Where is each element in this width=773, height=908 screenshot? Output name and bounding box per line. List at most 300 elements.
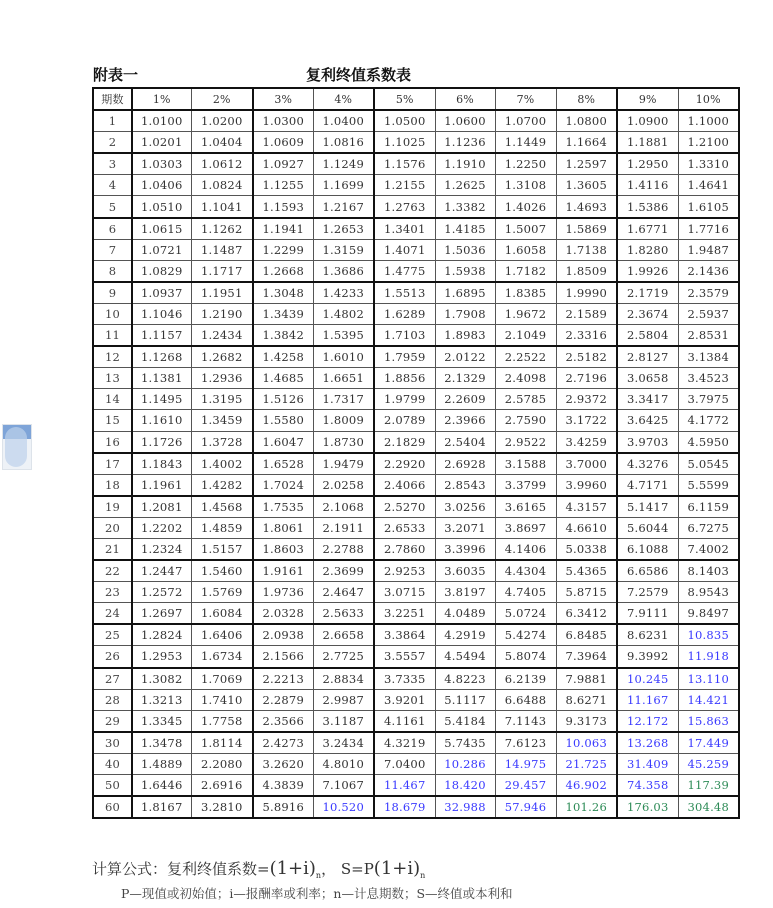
factor-cell: 1.5769 [191,582,253,603]
factor-cell: 2.6533 [374,517,435,538]
factor-cell: 1.1025 [374,132,435,154]
factor-cell: 2.5633 [313,603,374,625]
factor-cell: 1.9799 [374,389,435,410]
factor-cell: 1.0900 [617,110,678,132]
factor-cell: 5.1117 [435,689,495,710]
factor-cell: 304.48 [678,796,739,818]
factor-cell: 1.7182 [495,260,556,282]
factor-cell: 1.6105 [678,196,739,218]
factor-cell: 4.5494 [435,646,495,668]
factor-cell: 1.1717 [191,260,253,282]
period-cell: 11 [93,325,132,347]
factor-cell: 8.9543 [678,582,739,603]
table-row [93,538,739,560]
factor-cell: 1.0303 [132,153,191,175]
factor-cell: 1.5580 [253,410,313,431]
factor-cell: 8.1403 [678,560,739,582]
factor-cell: 2.6928 [435,453,495,475]
factor-cell: 1.0612 [191,153,253,175]
factor-cell: 1.6084 [191,603,253,625]
factor-cell: 4.3219 [374,732,435,754]
factor-cell: 1.0721 [132,239,191,260]
factor-cell: 1.0824 [191,175,253,196]
factor-cell: 1.2597 [556,153,617,175]
factor-cell: 4.5950 [678,431,739,453]
factor-cell: 2.1436 [678,260,739,282]
factor-cell: 1.3401 [374,218,435,240]
factor-cell: 1.2668 [253,260,313,282]
factor-cell: 2.2522 [495,346,556,368]
factor-cell: 6.7275 [678,517,739,538]
factor-cell: 1.6058 [495,239,556,260]
factor-cell: 2.5270 [374,496,435,518]
factor-cell: 5.5599 [678,474,739,496]
factor-cell: 4.1406 [495,538,556,560]
factor-cell: 1.8009 [313,410,374,431]
factor-cell: 1.0404 [191,132,253,154]
factor-cell: 1.6734 [191,646,253,668]
factor-cell: 1.7535 [253,496,313,518]
table-row [93,689,739,710]
factor-cell: 1.4071 [374,239,435,260]
factor-cell: 2.7590 [495,410,556,431]
factor-cell: 3.9201 [374,689,435,710]
period-cell: 4 [93,175,132,196]
factor-cell: 1.2653 [313,218,374,240]
factor-cell: 2.2920 [374,453,435,475]
factor-cell: 1.8856 [374,368,435,389]
factor-cell: 4.0489 [435,603,495,625]
factor-cell: 2.6658 [313,624,374,646]
factor-cell: 1.0100 [132,110,191,132]
factor-cell: 1.3345 [132,710,191,732]
factor-cell: 2.9253 [374,560,435,582]
factor-cell: 5.4365 [556,560,617,582]
factor-cell: 117.39 [678,775,739,797]
factor-cell: 2.3579 [678,282,739,304]
formula-expression-2: (1+i) [373,858,421,879]
factor-cell: 1.2625 [435,175,495,196]
column-header-rate: 8% [556,88,617,110]
factor-cell: 1.0200 [191,110,253,132]
period-cell: 10 [93,303,132,324]
table-row [93,496,739,518]
factor-cell: 2.2788 [313,538,374,560]
column-header-rate: 3% [253,88,313,110]
factor-cell: 1.7758 [191,710,253,732]
factor-cell: 1.5126 [253,389,313,410]
factor-cell: 1.3048 [253,282,313,304]
factor-cell: 2.8127 [617,346,678,368]
factor-cell: 1.2190 [191,303,253,324]
table-row [93,110,739,132]
factor-cell: 11.918 [678,646,739,668]
factor-cell: 2.2213 [253,668,313,690]
factor-cell: 4.1161 [374,710,435,732]
period-cell: 15 [93,410,132,431]
factor-cell: 1.3108 [495,175,556,196]
factor-cell: 4.8223 [435,668,495,690]
factor-cell: 6.1159 [678,496,739,518]
formula-expression-1: (1+i) [269,858,316,879]
factor-cell: 1.9926 [617,260,678,282]
factor-cell: 1.8114 [191,732,253,754]
table-row [93,624,739,646]
factor-cell: 3.9960 [556,474,617,496]
factor-cell: 1.2682 [191,346,253,368]
factor-cell: 5.8916 [253,796,313,818]
factor-cell: 5.8074 [495,646,556,668]
factor-cell: 1.2100 [678,132,739,154]
factor-cell: 1.8167 [132,796,191,818]
period-cell: 25 [93,624,132,646]
factor-cell: 1.1961 [132,474,191,496]
period-cell: 7 [93,239,132,260]
factor-cell: 3.4523 [678,368,739,389]
factor-cell: 3.0256 [435,496,495,518]
table-row [93,132,739,154]
factor-cell: 14.421 [678,689,739,710]
factor-cell: 1.1699 [313,175,374,196]
period-cell: 22 [93,560,132,582]
period-cell: 40 [93,753,132,774]
factor-cell: 1.8061 [253,517,313,538]
factor-cell: 3.1722 [556,410,617,431]
factor-cell: 1.1593 [253,196,313,218]
factor-cell: 8.6271 [556,689,617,710]
factor-cell: 1.0816 [313,132,374,154]
factor-cell: 1.3310 [678,153,739,175]
symbol-legend: P—现值或初始值；i—报酬率或利率；n—计息期数；S—终值或本利和 [121,886,513,901]
table-row [93,282,739,304]
table-row [93,582,739,603]
factor-cell: 1.2250 [495,153,556,175]
factor-cell: 10.835 [678,624,739,646]
factor-cell: 9.3173 [556,710,617,732]
factor-cell: 18.679 [374,796,435,818]
factor-cell: 1.2155 [374,175,435,196]
factor-cell: 2.4647 [313,582,374,603]
factor-cell: 2.9372 [556,389,617,410]
factor-cell: 1.4002 [191,453,253,475]
factor-cell: 10.245 [617,668,678,690]
table-row [93,175,739,196]
factor-cell: 1.8385 [495,282,556,304]
table-row [93,196,739,218]
factor-cell: 2.1049 [495,325,556,347]
factor-cell: 1.5513 [374,282,435,304]
factor-cell: 1.2324 [132,538,191,560]
factor-cell: 1.2697 [132,603,191,625]
factor-cell: 1.0500 [374,110,435,132]
factor-cell: 4.1772 [678,410,739,431]
formula-line [92,858,425,880]
period-cell: 28 [93,689,132,710]
factor-cell: 1.7317 [313,389,374,410]
table-row [93,368,739,389]
factor-cell: 6.3412 [556,603,617,625]
factor-cell: 1.7410 [191,689,253,710]
factor-cell: 1.3842 [253,325,313,347]
factor-cell: 1.1046 [132,303,191,324]
factor-cell: 1.3159 [313,239,374,260]
factor-cell: 4.2919 [435,624,495,646]
factor-cell: 1.3478 [132,732,191,754]
period-cell: 8 [93,260,132,282]
period-cell: 9 [93,282,132,304]
formula-prefix: 计算公式：复利终值系数= [92,860,270,878]
factor-cell: 1.6651 [313,368,374,389]
period-cell: 5 [93,196,132,218]
factor-cell: 2.2609 [435,389,495,410]
floating-side-widget[interactable] [2,424,32,470]
factor-cell: 2.5937 [678,303,739,324]
column-header-rate: 10% [678,88,739,110]
factor-cell: 1.4859 [191,517,253,538]
period-cell: 13 [93,368,132,389]
period-cell: 29 [93,710,132,732]
factor-cell: 3.6165 [495,496,556,518]
factor-cell: 2.2080 [191,753,253,774]
factor-cell: 9.3992 [617,646,678,668]
period-cell: 27 [93,668,132,690]
period-cell: 18 [93,474,132,496]
table-row [93,796,739,818]
factor-cell: 11.167 [617,689,678,710]
factor-cell: 1.9161 [253,560,313,582]
factor-cell: 3.4259 [556,431,617,453]
factor-cell: 4.7405 [495,582,556,603]
factor-cell: 4.7171 [617,474,678,496]
factor-cell: 1.2936 [191,368,253,389]
period-cell: 30 [93,732,132,754]
table-row [93,431,739,453]
table-row [93,325,739,347]
factor-cell: 3.2810 [191,796,253,818]
factor-cell: 1.3195 [191,389,253,410]
factor-cell: 3.7000 [556,453,617,475]
period-cell: 17 [93,453,132,475]
factor-cell: 2.4273 [253,732,313,754]
factor-cell: 1.6446 [132,775,191,797]
factor-cell: 1.0800 [556,110,617,132]
factor-cell: 3.8697 [495,517,556,538]
factor-cell: 7.6123 [495,732,556,754]
table-row [93,710,739,732]
factor-cell: 1.3082 [132,668,191,690]
factor-cell: 3.2071 [435,517,495,538]
factor-cell: 8.6231 [617,624,678,646]
factor-cell: 2.5404 [435,431,495,453]
factor-cell: 1.0609 [253,132,313,154]
table-row [93,732,739,754]
column-header-rate: 2% [191,88,253,110]
factor-cell: 2.0258 [313,474,374,496]
period-cell: 1 [93,110,132,132]
formula-exponent-2: n [420,871,426,880]
factor-cell: 1.9990 [556,282,617,304]
table-row [93,753,739,774]
factor-cell: 2.1068 [313,496,374,518]
factor-cell: 2.1566 [253,646,313,668]
factor-cell: 1.8603 [253,538,313,560]
factor-cell: 1.1249 [313,153,374,175]
table-row [93,239,739,260]
table-row [93,153,739,175]
column-header-rate: 7% [495,88,556,110]
factor-cell: 1.5460 [191,560,253,582]
factor-cell: 3.3799 [495,474,556,496]
factor-cell: 3.0715 [374,582,435,603]
factor-cell: 2.8834 [313,668,374,690]
column-header-rate: 1% [132,88,191,110]
factor-cell: 7.1067 [313,775,374,797]
factor-cell: 6.6586 [617,560,678,582]
factor-cell: 2.4066 [374,474,435,496]
factor-cell: 3.0658 [617,368,678,389]
factor-cell: 2.2879 [253,689,313,710]
period-cell: 3 [93,153,132,175]
factor-cell: 1.1881 [617,132,678,154]
factor-cell: 1.4693 [556,196,617,218]
factor-cell: 1.1236 [435,132,495,154]
factor-cell: 1.9672 [495,303,556,324]
factor-cell: 1.2572 [132,582,191,603]
factor-cell: 1.3382 [435,196,495,218]
table-row [93,603,739,625]
table-row [93,389,739,410]
factor-cell: 2.8543 [435,474,495,496]
factor-cell: 1.0600 [435,110,495,132]
factor-cell: 1.4026 [495,196,556,218]
factor-cell: 1.4802 [313,303,374,324]
period-cell: 12 [93,346,132,368]
period-cell: 23 [93,582,132,603]
factor-cell: 1.1843 [132,453,191,475]
factor-cell: 2.0789 [374,410,435,431]
factor-cell: 1.2447 [132,560,191,582]
factor-cell: 1.5395 [313,325,374,347]
factor-cell: 31.409 [617,753,678,774]
table-header-row [93,88,739,110]
factor-cell: 46.902 [556,775,617,797]
column-header-rate: 5% [374,88,435,110]
factor-cell: 1.0927 [253,153,313,175]
table-row [93,560,739,582]
factor-cell: 1.7024 [253,474,313,496]
factor-cell: 1.6895 [435,282,495,304]
factor-cell: 2.6916 [191,775,253,797]
factor-cell: 1.4233 [313,282,374,304]
factor-cell: 1.0201 [132,132,191,154]
column-header-rate: 4% [313,88,374,110]
factor-cell: 1.1268 [132,346,191,368]
factor-cell: 2.0328 [253,603,313,625]
factor-cell: 21.725 [556,753,617,774]
factor-cell: 1.3213 [132,689,191,710]
factor-cell: 1.2202 [132,517,191,538]
factor-cell: 2.0938 [253,624,313,646]
factor-cell: 1.3439 [253,303,313,324]
factor-cell: 7.0400 [374,753,435,774]
factor-cell: 1.1910 [435,153,495,175]
factor-cell: 1.8509 [556,260,617,282]
factor-cell: 1.2434 [191,325,253,347]
factor-cell: 2.5182 [556,346,617,368]
factor-cell: 1.8280 [617,239,678,260]
table-row [93,453,739,475]
factor-cell: 3.2620 [253,753,313,774]
factor-cell: 1.4282 [191,474,253,496]
factor-cell: 5.0724 [495,603,556,625]
factor-cell: 1.0700 [495,110,556,132]
factor-cell: 1.2824 [132,624,191,646]
factor-cell: 3.3417 [617,389,678,410]
factor-cell: 3.7975 [678,389,739,410]
factor-cell: 1.0406 [132,175,191,196]
factor-cell: 4.6610 [556,517,617,538]
factor-cell: 1.8983 [435,325,495,347]
table-row [93,218,739,240]
factor-cell: 1.7908 [435,303,495,324]
period-cell: 6 [93,218,132,240]
factor-cell: 1.4568 [191,496,253,518]
factor-cell: 1.6771 [617,218,678,240]
factor-cell: 1.0510 [132,196,191,218]
formula-separator: ， S=P [321,860,374,878]
factor-cell: 2.5785 [495,389,556,410]
column-header-rate: 9% [617,88,678,110]
factor-cell: 1.0937 [132,282,191,304]
factor-cell: 2.3966 [435,410,495,431]
factor-cell: 1.7138 [556,239,617,260]
factor-cell: 1.7716 [678,218,739,240]
factor-cell: 45.259 [678,753,739,774]
factor-cell: 1.0829 [132,260,191,282]
factor-cell: 1.3728 [191,431,253,453]
factor-cell: 6.2139 [495,668,556,690]
factor-cell: 1.1726 [132,431,191,453]
factor-cell: 7.1143 [495,710,556,732]
factor-cell: 1.1495 [132,389,191,410]
factor-cell: 1.4685 [253,368,313,389]
factor-cell: 2.3674 [617,303,678,324]
factor-cell: 1.1951 [191,282,253,304]
factor-cell: 2.5804 [617,325,678,347]
factor-cell: 1.1381 [132,368,191,389]
factor-cell: 7.9111 [617,603,678,625]
column-header-rate: 6% [435,88,495,110]
factor-cell: 1.7959 [374,346,435,368]
factor-cell: 4.8010 [313,753,374,774]
factor-cell: 1.1041 [191,196,253,218]
factor-cell: 2.9522 [495,431,556,453]
table-row [93,474,739,496]
factor-cell: 1.6406 [191,624,253,646]
factor-cell: 1.2167 [313,196,374,218]
factor-cell: 2.0122 [435,346,495,368]
factor-cell: 9.8497 [678,603,739,625]
factor-cell: 2.8531 [678,325,739,347]
factor-cell: 4.3276 [617,453,678,475]
factor-cell: 2.3316 [556,325,617,347]
period-cell: 19 [93,496,132,518]
factor-cell: 5.6044 [617,517,678,538]
factor-cell: 101.26 [556,796,617,818]
factor-cell: 2.9987 [313,689,374,710]
period-cell: 14 [93,389,132,410]
factor-cell: 2.4098 [495,368,556,389]
